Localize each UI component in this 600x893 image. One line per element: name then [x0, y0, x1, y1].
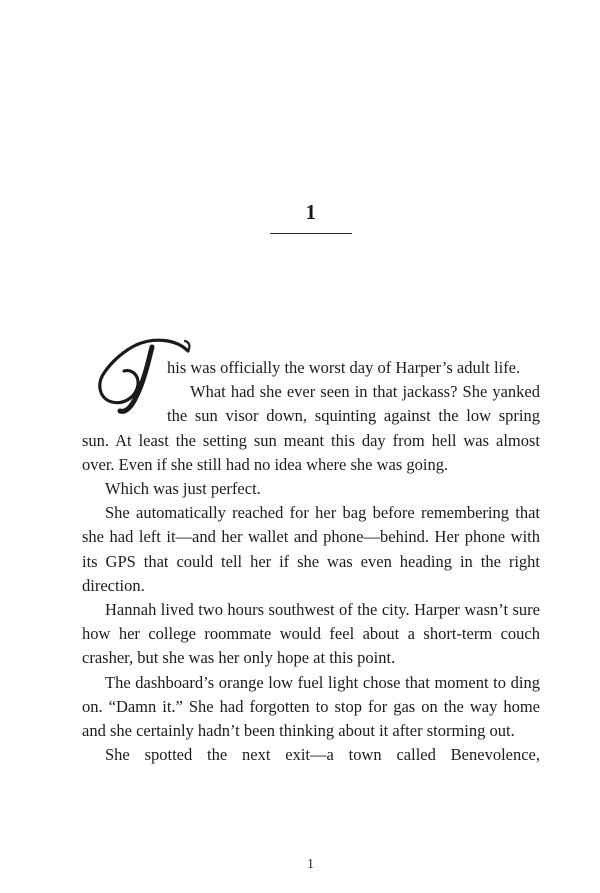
dropcap-letter: [82, 356, 167, 406]
paragraph: She spotted the next exit—a town called Benevolence,: [105, 745, 540, 765]
paragraph: Which was just perfect.: [105, 479, 261, 499]
paragraph: Hannah lived two hours southwest of the city. Harper wasn’t sure how her college roommate would feel about a short-term couch crasher, but she was her only hope at this point.: [82, 600, 540, 668]
paragraph: What had she ever seen in that jackass? She yanked the sun visor down, squinting against the low spring sun. At least the setting sun meant this day from hell was almost over. Even if she still had no idea where she was going.: [82, 382, 540, 474]
page-number: 1: [307, 856, 315, 871]
chapter-heading: [82, 200, 540, 234]
script-letter-t-glyph: [88, 331, 194, 421]
paragraph: The dashboard’s orange low fuel light chose that moment to ding on. “Damn it.” She had forgotten to stop for gas on the way home and she certainly hadn’t been thinking about it after storming out.: [82, 672, 540, 741]
chapter-number: 1: [305, 200, 317, 224]
paragraph-opening-text: his was officially the worst day of Harper’s adult life.: [167, 358, 521, 377]
body-text: [82, 356, 540, 767]
chapter-rule: [270, 233, 352, 234]
paragraph-opening: [82, 356, 540, 380]
paragraph: She automatically reached for her bag before remembering that she had left it—and her wallet and phone—behind. Her phone with its GPS that could tell her if she was even heading in the right direction.: [82, 503, 540, 595]
